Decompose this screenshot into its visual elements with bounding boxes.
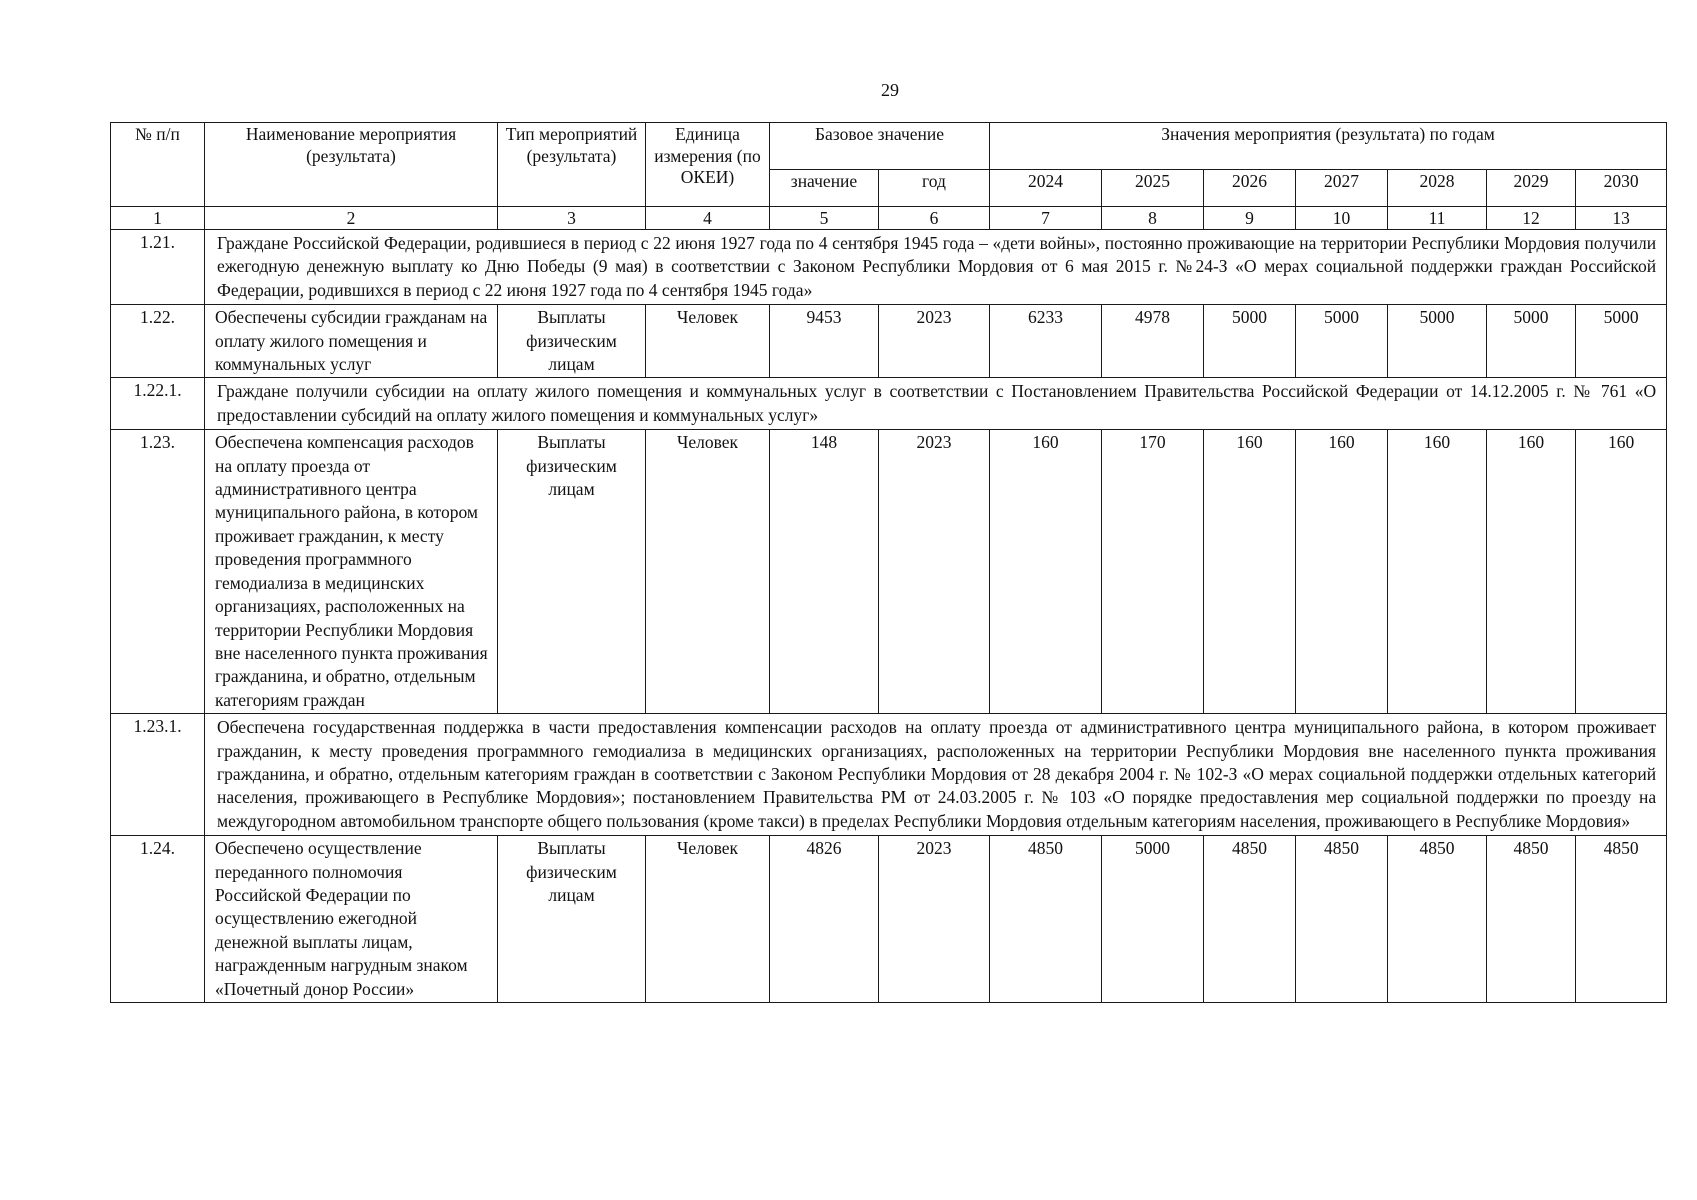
year-value: 5000 [1296,305,1388,378]
header-year: 2030 [1576,170,1667,207]
row-number: 1.22.1. [111,378,205,430]
year-value: 160 [1204,430,1296,714]
column-number: 5 [770,207,879,230]
header-num: № п/п [111,123,205,207]
header-year: 2028 [1388,170,1487,207]
row-number: 1.24. [111,836,205,1003]
year-value: 5000 [1102,836,1204,1003]
row-number: 1.22. [111,305,205,378]
table-row [111,430,1667,714]
column-number: 12 [1487,207,1576,230]
table-row-span [111,378,1667,430]
column-number: 13 [1576,207,1667,230]
measure-type: Выплаты физическим лицам [498,305,646,378]
page-number: 29 [881,80,899,100]
year-value: 160 [1388,430,1487,714]
header-base: Базовое значение [770,123,990,170]
year-value: 4978 [1102,305,1204,378]
year-value: 160 [1487,430,1576,714]
measure-unit: Человек [646,836,770,1003]
measure-name: Обеспечено осуществление переданного полномочия Российской Федерации по осуществлению ежегодной денежной выплаты лицам, награжденным нагрудным знаком «Почетный донор России» [205,836,498,1003]
header-year: 2027 [1296,170,1388,207]
year-value: 4850 [1576,836,1667,1003]
measure-name: Обеспечена компенсация расходов на оплату проезда от административного центра муниципального района, в котором проживает гражданин, к месту проведения программного гемодиализа в медицинских организациях, расположенных на территории Республики Мордовия вне населенного пункта проживания гражданина, и обратно, отдельным категориям граждан [205,430,498,714]
measure-unit: Человек [646,430,770,714]
row-number: 1.23. [111,430,205,714]
measure-type: Выплаты физическим лицам [498,836,646,1003]
row-description: Обеспечена государственная поддержка в части предоставления компенсации расходов на оплату проезда от административного центра муниципального района, в котором проживает гражданин, к месту проведения программного гемодиализа в медицинских организациях, расположенных на территории Республики Мордовия вне населенного пункта проживания гражданина, и обратно, отдельным категориям граждан в соответствии с Законом Республики Мордовия от 28 декабря 2004 г. № 102-З «О мерах социальной поддержки отдельных категорий населения, проживающего в Республике Мордовия»; постановлением Правительства РМ от 24.03.2005 г. № 103 «О порядке предоставления мер социальной поддержки по проезду на междугородном автомобильном транспорте общего пользования (кроме такси) в пределах Республики Мордовия отдельным категориям населения, проживающего в Республике Мордовия» [205,714,1667,836]
row-number: 1.23.1. [111,714,205,836]
header-years: Значения мероприятия (результата) по годам [990,123,1667,170]
column-number: 4 [646,207,770,230]
base-year: 2023 [879,305,990,378]
header-year: 2026 [1204,170,1296,207]
base-year: 2023 [879,836,990,1003]
header-row-top [111,123,1667,170]
table-row-span [111,230,1667,305]
header-base-year: год [879,170,990,207]
column-number: 3 [498,207,646,230]
year-value: 4850 [1487,836,1576,1003]
table-row [111,305,1667,378]
base-value: 4826 [770,836,879,1003]
year-value: 4850 [990,836,1102,1003]
column-number: 11 [1388,207,1487,230]
year-value: 4850 [1388,836,1487,1003]
header-type: Тип мероприятий (результата) [498,123,646,207]
year-value: 5000 [1204,305,1296,378]
year-value: 160 [1576,430,1667,714]
row-description: Граждане получили субсидии на оплату жилого помещения и коммунальных услуг в соответствии с Постановлением Правительства Российской Федерации от 14.12.2005 г. № 761 «О предоставлении субсидий на оплату жилого помещения и коммунальных услуг» [205,378,1667,430]
year-value: 160 [990,430,1102,714]
column-number: 1 [111,207,205,230]
header-base-value: значение [770,170,879,207]
column-number: 10 [1296,207,1388,230]
base-year: 2023 [879,430,990,714]
base-value: 9453 [770,305,879,378]
column-number: 6 [879,207,990,230]
base-value: 148 [770,430,879,714]
year-value: 5000 [1487,305,1576,378]
year-value: 6233 [990,305,1102,378]
row-number: 1.21. [111,230,205,305]
year-value: 170 [1102,430,1204,714]
column-number: 9 [1204,207,1296,230]
header-name: Наименование мероприятия (результата) [205,123,498,207]
header-unit: Единица измерения (по ОКЕИ) [646,123,770,207]
column-number-row [111,207,1667,230]
year-value: 4850 [1204,836,1296,1003]
column-number: 8 [1102,207,1204,230]
year-value: 5000 [1576,305,1667,378]
table-row-span [111,714,1667,836]
column-number: 2 [205,207,498,230]
year-value: 160 [1296,430,1388,714]
row-description: Граждане Российской Федерации, родившиеся в период с 22 июня 1927 года по 4 сентября 1945 года – «дети войны», постоянно проживающие на территории Республики Мордовия получили ежегодную денежную выплату ко Дню Победы (9 мая) в соответствии с Законом Республики Мордовия от 6 мая 2015 г. №24-З «О мерах социальной поддержки граждан Российской Федерации, родившихся в период с 22 июня 1927 года по 4 сентября 1945 года» [205,230,1667,305]
measure-unit: Человек [646,305,770,378]
year-value: 5000 [1388,305,1487,378]
measure-type: Выплаты физическим лицам [498,430,646,714]
table-row [111,836,1667,1003]
header-year: 2024 [990,170,1102,207]
year-value: 4850 [1296,836,1388,1003]
column-number: 7 [990,207,1102,230]
header-year: 2025 [1102,170,1204,207]
measures-table [110,122,1667,1003]
header-year: 2029 [1487,170,1576,207]
measure-name: Обеспечены субсидии гражданам на оплату жилого помещения и коммунальных услуг [205,305,498,378]
